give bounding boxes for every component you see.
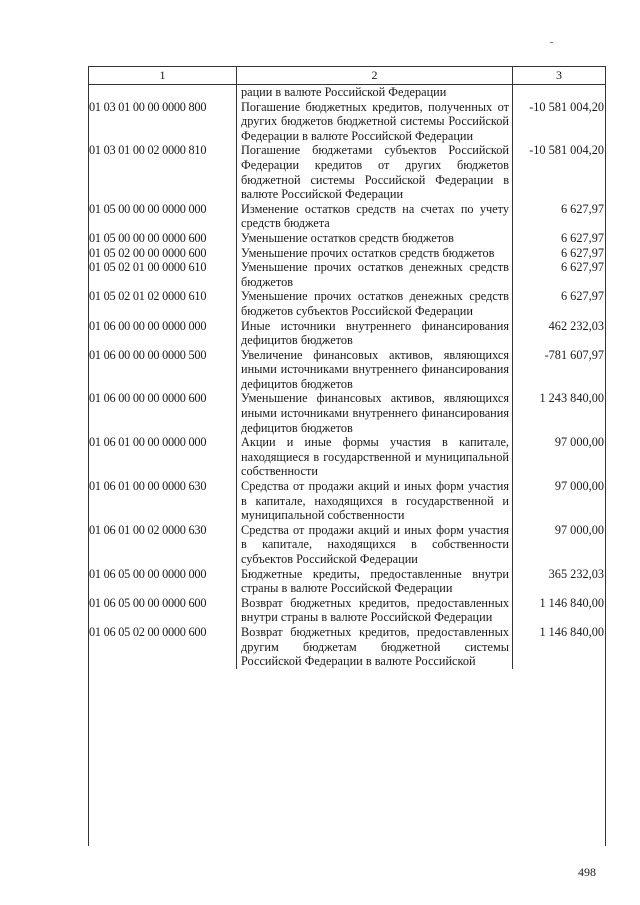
cell-code: 01 06 01 00 02 0000 630 xyxy=(89,523,237,567)
cell-code: 01 03 01 00 00 0000 800 xyxy=(89,100,237,144)
cell-code: 01 05 00 00 00 0000 000 xyxy=(89,202,237,231)
cell-name: Уменьшение прочих остатков средств бюджетов xyxy=(237,246,513,261)
cell-code: 01 06 05 00 00 0000 600 xyxy=(89,596,237,625)
cell-amount: 6 627,97 xyxy=(560,245,604,260)
cell-amount: 97 000,00 xyxy=(554,479,604,494)
budget-sources-table xyxy=(88,66,606,846)
table-row xyxy=(89,100,605,144)
table-row xyxy=(89,202,605,231)
table-row xyxy=(89,435,605,479)
table-header-row xyxy=(89,66,605,85)
header-col-3: 3 xyxy=(556,68,562,82)
cell-name: Возврат бюджетных кредитов, предоставленных внутри страны в валюте Российской Федерации xyxy=(237,596,513,625)
table-body xyxy=(89,100,605,669)
cell-amount: 6 627,97 xyxy=(560,201,604,216)
cell-name: Изменение остатков средств на счетах по учету средств бюджета xyxy=(237,202,513,231)
table-row xyxy=(89,391,605,435)
cell-name: Увеличение финансовых активов, являющихся иными источниками внутреннего финансирования дефицитов бюджетов xyxy=(237,348,513,392)
cell-code: 01 06 01 00 00 0000 000 xyxy=(89,435,237,479)
table-row-continuation xyxy=(89,85,605,100)
cell-name: Средства от продажи акций и иных форм участия в капитале, находящихся в государственной и муниципальной собственности xyxy=(237,479,513,523)
table-row xyxy=(89,246,605,261)
cell-name: Акции и иные формы участия в капитале, находящиеся в государственной и муниципальной собственности xyxy=(237,435,513,479)
cell-name: Уменьшение остатков средств бюджетов xyxy=(237,231,513,246)
cell-amount: 1 146 840,00 xyxy=(539,595,604,610)
cell-amount xyxy=(513,85,605,100)
cell-amount: 462 232,03 xyxy=(548,318,604,333)
table-row xyxy=(89,260,605,289)
cell-name: рации в валюте Российской Федерации xyxy=(237,85,513,100)
cell-amount: 97 000,00 xyxy=(554,522,604,537)
cell-code: 01 03 01 00 02 0000 810 xyxy=(89,143,237,201)
table-row xyxy=(89,143,605,201)
table-row xyxy=(89,523,605,567)
cell-code: 01 06 00 00 00 0000 500 xyxy=(89,348,237,392)
cell-amount: 365 232,03 xyxy=(548,566,604,581)
cell-name: Погашение бюджетами субъектов Российской Федерации кредитов от других бюджетов бюджетной системы Российской Федерации в валюте Российской Федерации xyxy=(237,143,513,201)
cell-name: Уменьшение финансовых активов, являющихся иными источниками внутреннего финансирования дефицитов бюджетов xyxy=(237,391,513,435)
cell-name: Возврат бюджетных кредитов, предоставленных другим бюджетам бюджетной системы Российской Федерации в валюте Российской xyxy=(237,625,513,669)
cell-code: 01 06 00 00 00 0000 000 xyxy=(89,319,237,348)
table-row xyxy=(89,596,605,625)
header-col-2: 2 xyxy=(237,67,513,84)
table-row xyxy=(89,479,605,523)
table-row xyxy=(89,289,605,318)
cell-code xyxy=(89,85,237,100)
cell-code: 01 06 05 02 00 0000 600 xyxy=(89,625,237,669)
cell-amount: -10 581 004,20 xyxy=(529,99,604,114)
cell-amount: -781 607,97 xyxy=(544,347,604,362)
cell-name: Иные источники внутреннего финансирования дефицитов бюджетов xyxy=(237,319,513,348)
cell-amount: 97 000,00 xyxy=(554,435,604,450)
cell-amount: 6 627,97 xyxy=(560,260,604,275)
cell-amount: 1 243 840,00 xyxy=(539,391,604,406)
cell-code: 01 05 00 00 00 0000 600 xyxy=(89,231,237,246)
cell-name: Погашение бюджетных кредитов, полученных от других бюджетов бюджетной системы Российской Федерации в валюте Российской Федерации xyxy=(237,100,513,144)
page-number: 498 xyxy=(578,865,596,879)
cell-amount: 1 146 840,00 xyxy=(539,624,604,639)
cell-amount: 6 627,97 xyxy=(560,289,604,304)
cell-amount: 6 627,97 xyxy=(560,230,604,245)
cell-code: 01 06 01 00 00 0000 630 xyxy=(89,479,237,523)
table-row xyxy=(89,231,605,246)
cell-code: 01 05 02 00 00 0000 600 xyxy=(89,246,237,261)
cell-name: Уменьшение прочих остатков денежных средств бюджетов субъектов Российской Федерации xyxy=(237,289,513,318)
cell-amount: -10 581 004,20 xyxy=(529,143,604,158)
cell-code: 01 05 02 01 02 0000 610 xyxy=(89,289,237,318)
table-row xyxy=(89,348,605,392)
table-row xyxy=(89,567,605,596)
cell-name: Средства от продажи акций и иных форм участия в капитале, находящихся в собственности субъектов Российской Федерации xyxy=(237,523,513,567)
table-row xyxy=(89,319,605,348)
cell-code: 01 06 05 00 00 0000 000 xyxy=(89,567,237,596)
cell-name: Бюджетные кредиты, предоставленные внутри страны в валюте Российской Федерации xyxy=(237,567,513,596)
cell-code: 01 06 00 00 00 0000 600 xyxy=(89,391,237,435)
table-row xyxy=(89,625,605,669)
header-col-1: 1 xyxy=(89,67,237,84)
scan-speck xyxy=(550,42,553,43)
cell-code: 01 05 02 01 00 0000 610 xyxy=(89,260,237,289)
cell-name: Уменьшение прочих остатков денежных средств бюджетов xyxy=(237,260,513,289)
